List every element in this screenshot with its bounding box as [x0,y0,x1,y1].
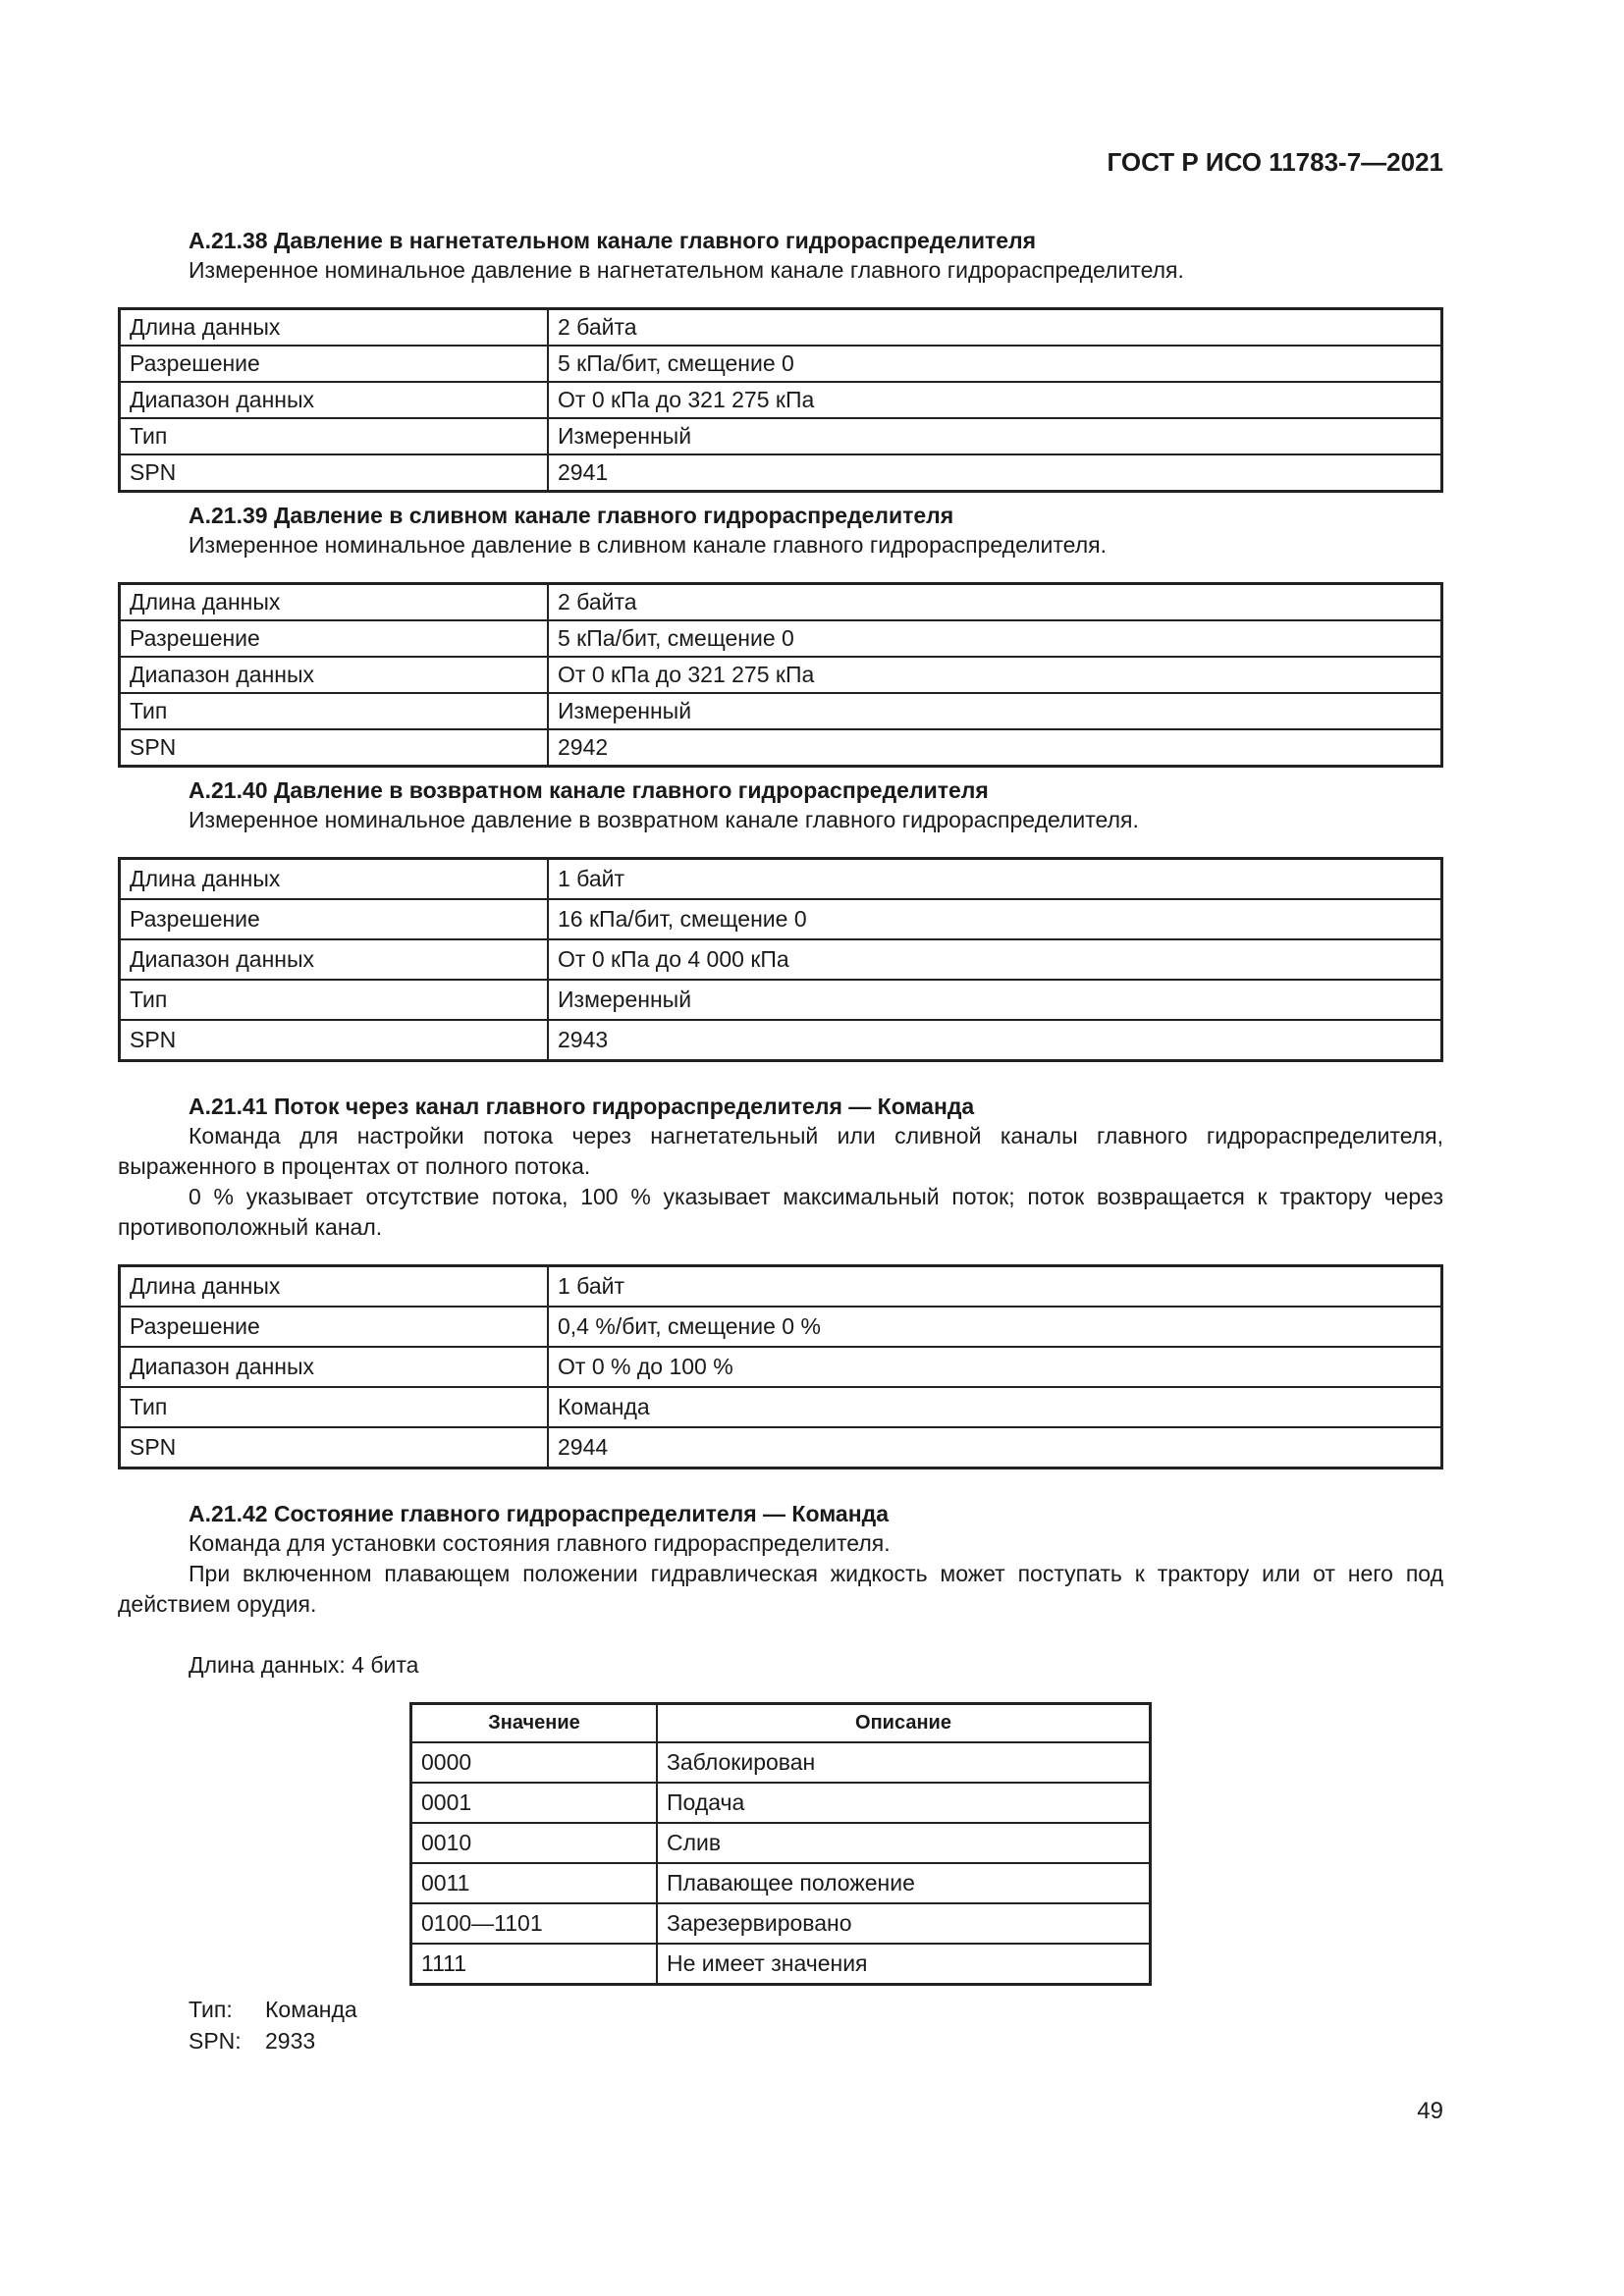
spn-line [189,2025,1443,2056]
param-value: 16 кПа/бит, смещение 0 [548,899,1442,939]
param-value: 2942 [548,729,1442,767]
table-row [120,729,1442,767]
table-row [120,657,1442,693]
table-row [120,454,1442,492]
param-key: Диапазон данных [120,657,549,693]
data-length-line: Длина данных: 4 бита [189,1652,419,1678]
param-key: SPN [120,454,549,492]
state-description: Зарезервировано [657,1903,1151,1944]
parameter-table [118,307,1443,493]
param-key: Тип [120,980,549,1020]
param-value: 5 кПа/бит, смещение 0 [548,620,1442,657]
param-value: Измеренный [548,980,1442,1020]
param-key: Тип [120,1387,549,1427]
table-row [411,1823,1151,1863]
state-code: 0001 [411,1783,658,1823]
section-heading: А.21.41 Поток через канал главного гидрораспределителя — Команда [189,1094,975,1119]
param-value: Команда [548,1387,1442,1427]
document-code: ГОСТ Р ИСО 11783-7—2021 [1107,147,1443,177]
section-paragraph: Команда для настройки потока через нагнетательный или сливной каналы главного гидрораспределителя, выраженного в процентах от полного потока. [118,1123,1443,1179]
param-key: Разрешение [120,346,549,382]
page-content [118,226,1443,2056]
table-row [411,1903,1151,1944]
param-key: Тип [120,418,549,454]
table-row [120,1266,1442,1308]
table-row [120,382,1442,418]
state-code: 1111 [411,1944,658,1985]
state-code: 0011 [411,1863,658,1903]
param-value: От 0 кПа до 321 275 кПа [548,657,1442,693]
param-value: 0,4 %/бит, смещение 0 % [548,1307,1442,1347]
param-key: Длина данных [120,309,549,347]
parameter-table [118,1264,1443,1469]
table-row [120,1347,1442,1387]
state-description: Не имеет значения [657,1944,1151,1985]
param-key: Диапазон данных [120,939,549,980]
param-value: 2941 [548,454,1442,492]
param-value: 2944 [548,1427,1442,1468]
table-row [120,939,1442,980]
table-row [120,309,1442,347]
table-row [120,693,1442,729]
table-row [411,1944,1151,1985]
table-row [120,584,1442,621]
state-code: 0010 [411,1823,658,1863]
type-line [189,1994,1443,2025]
table-row [120,346,1442,382]
state-description: Слив [657,1823,1151,1863]
table-row [120,859,1442,900]
param-value: 2 байта [548,309,1442,347]
column-header-value: Значение [411,1704,658,1743]
section-heading: А.21.39 Давление в сливном канале главного гидрораспределителя [189,503,954,528]
param-value: 1 байт [548,1266,1442,1308]
state-values-table [409,1702,1152,1986]
section-paragraph: Команда для установки состояния главного гидрораспределителя. [189,1530,891,1556]
param-value: 2943 [548,1020,1442,1061]
parameter-table [118,582,1443,768]
param-value: 2 байта [548,584,1442,621]
table-row [411,1863,1151,1903]
table-row [120,899,1442,939]
param-value: 1 байт [548,859,1442,900]
table-row [120,620,1442,657]
param-key: Длина данных [120,859,549,900]
state-code: 0000 [411,1742,658,1783]
section-heading: А.21.42 Состояние главного гидрораспределителя — Команда [189,1501,889,1526]
column-header-description: Описание [657,1704,1151,1743]
param-key: Диапазон данных [120,1347,549,1387]
param-key: Длина данных [120,1266,549,1308]
table-row [120,418,1442,454]
section-paragraph: При включенном плавающем положении гидравлическая жидкость может поступать к трактору или от него под действием орудия. [118,1561,1443,1617]
section-paragraph: 0 % указывает отсутствие потока, 100 % указывает максимальный поток; поток возвращается к трактору через противоположный канал. [118,1184,1443,1240]
table-row [120,1307,1442,1347]
spn-value: 2933 [265,2028,316,2054]
table-row [120,1427,1442,1468]
param-key: Разрешение [120,620,549,657]
param-key: SPN [120,1427,549,1468]
param-key: SPN [120,1020,549,1061]
section-description: Измеренное номинальное давление в нагнетательном канале главного гидрораспределителя. [189,257,1184,283]
state-description: Заблокирован [657,1742,1151,1783]
param-value: Измеренный [548,418,1442,454]
parameter-table [118,857,1443,1062]
param-value: От 0 кПа до 4 000 кПа [548,939,1442,980]
table-row [120,1387,1442,1427]
section-description: Измеренное номинальное давление в сливном канале главного гидрораспределителя. [189,532,1107,558]
type-label: Тип: [189,1997,233,2022]
state-code: 0100—1101 [411,1903,658,1944]
param-key: Разрешение [120,1307,549,1347]
param-value: От 0 кПа до 321 275 кПа [548,382,1442,418]
section-heading: А.21.38 Давление в нагнетательном канале главного гидрораспределителя [189,228,1037,253]
table-row [411,1742,1151,1783]
table-row [411,1783,1151,1823]
table-row [120,1020,1442,1061]
section-heading: А.21.40 Давление в возвратном канале главного гидрораспределителя [189,777,989,803]
page-number: 49 [1417,2098,1443,2124]
param-key: Разрешение [120,899,549,939]
type-value: Команда [265,1997,357,2022]
param-key: Тип [120,693,549,729]
param-value: От 0 % до 100 % [548,1347,1442,1387]
spn-label: SPN: [189,2028,242,2054]
param-value: 5 кПа/бит, смещение 0 [548,346,1442,382]
param-key: Диапазон данных [120,382,549,418]
param-value: Измеренный [548,693,1442,729]
state-description: Подача [657,1783,1151,1823]
section-description: Измеренное номинальное давление в возвратном канале главного гидрораспределителя. [189,807,1139,832]
param-key: SPN [120,729,549,767]
table-row [120,980,1442,1020]
table-header-row [411,1704,1151,1743]
param-key: Длина данных [120,584,549,621]
state-description: Плавающее положение [657,1863,1151,1903]
